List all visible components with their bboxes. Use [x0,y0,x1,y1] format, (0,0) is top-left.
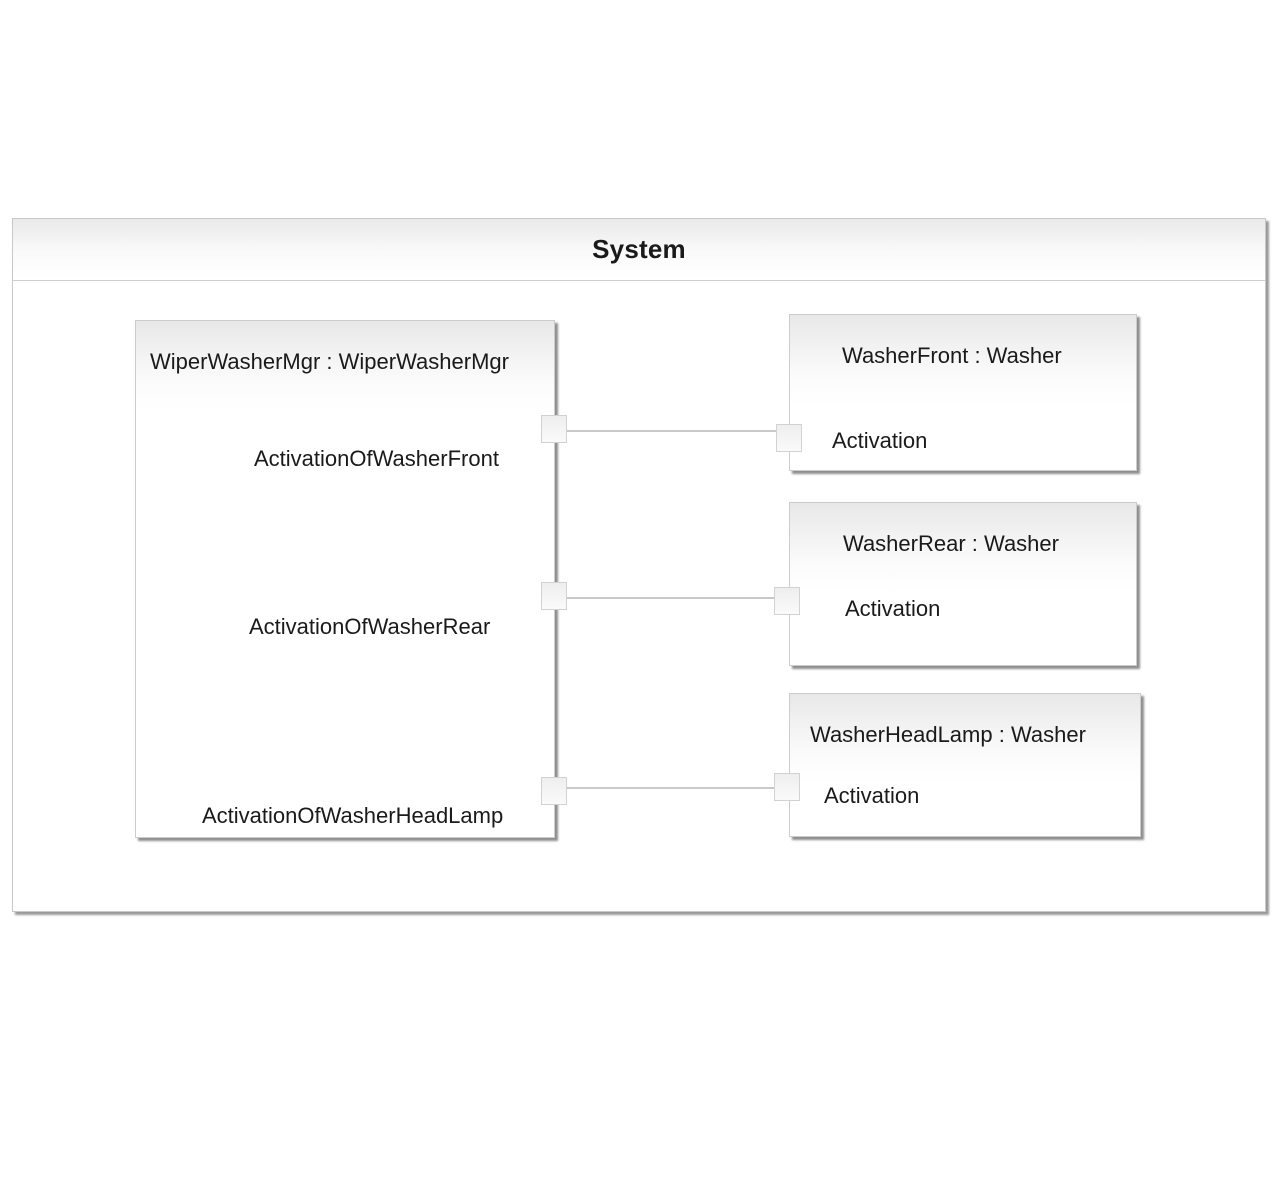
port-washer-headlamp-activation[interactable] [774,773,800,801]
system-header [13,219,1265,281]
port-label-activation-of-washer-front: ActivationOfWasherFront [254,446,499,471]
port-activation-of-washer-front[interactable] [541,415,567,443]
port-washer-front-activation[interactable] [776,424,802,452]
washer-front-part[interactable] [789,314,1137,471]
system-title: System [592,234,686,264]
washer-rear-title: WasherRear : Washer [843,531,1059,556]
port-activation-of-washer-headlamp[interactable] [541,777,567,805]
wiper-washer-mgr-title: WiperWasherMgr : WiperWasherMgr [150,349,509,374]
connector-washer-headlamp[interactable] [567,787,775,789]
port-label-activation-of-washer-headlamp: ActivationOfWasherHeadLamp [202,803,504,828]
washer-rear-part[interactable] [789,502,1137,666]
port-label-activation-of-washer-rear: ActivationOfWasherRear [249,614,491,639]
port-activation-of-washer-rear[interactable] [541,582,567,610]
port-washer-rear-activation[interactable] [774,587,800,615]
washer-headlamp-port-label: Activation [824,783,920,808]
washer-headlamp-title: WasherHeadLamp : Washer [810,722,1086,747]
connector-washer-rear[interactable] [567,597,775,599]
wiper-washer-mgr-part[interactable] [135,320,555,838]
washer-front-title: WasherFront : Washer [842,343,1062,368]
washer-front-port-label: Activation [832,428,928,453]
washer-rear-port-label: Activation [845,596,941,621]
connector-washer-front[interactable] [567,430,777,432]
washer-headlamp-part[interactable] [789,693,1141,837]
